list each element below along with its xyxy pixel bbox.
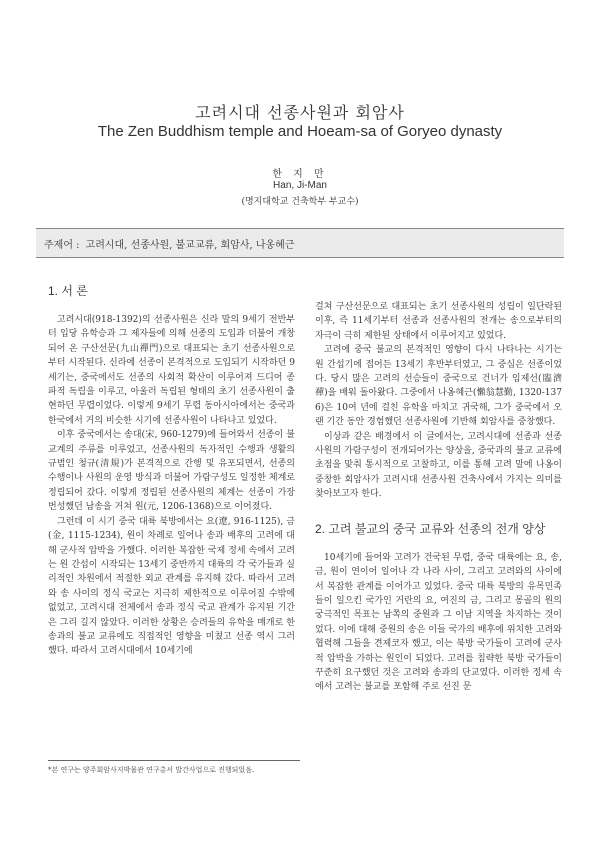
author-affiliation: (명지대학교 건축학부 부교수) (241, 197, 359, 207)
right-column (315, 300, 562, 695)
body-paragraph: 이후 중국에서는 송대(宋, 960-1279)에 들어와서 선종이 불교계의 주류를 이루었고, 선종사원의 독자적인 수행과 생활의 규범인 청규(清規)가 본격적으로 간행 및 유포되면서, 선종의 수행이나 사원의 운영 방식과 더불어 가람구성도 일정한 체계로 정립되어 갔다. 이렇게 정립된 선종사원의 체계는 선종이 가장 번성했던 남송을 거쳐 원(元, 1206-1368)으로 이어졌다. (48, 430, 295, 513)
body-paragraph: 10세기에 들어와 고려가 건국된 무렵, 중국 대륙에는 요, 송, 금, 원이 연이어 일어나 각 나라 사이, 그리고 고려와의 사이에서 복잡한 관계를 이어가고 있었다. 중국 대륙 북방의 유목민족들이 일으킨 국가인 거란의 요, 여진의 금, 그리고 몽골의 원의 궁극적인 목표는 남쪽의 중원과 그 이남 지역을 차지하는 것이었다. 이에 대해 중원의 송은 이들 국가의 배후에 위치한 고려와 협력해 그들을 견제코자 했고, 이는 북방 국가들이 고려에 군사적 압박을 가하는 원인이 되었다. 고려를 침략한 북방 국가들이 꾸준히 요구했던 것은 고려와 송과의 단교였다. 이러한 정세 속에서 고려는 불교를 포함해 주로 선진 문 (315, 552, 562, 693)
section-2-heading: 2. 고려 불교의 중국 교류와 선종의 전개 양상 (315, 521, 546, 536)
body-paragraph: 이상과 같은 배경에서 이 글에서는, 고려시대에 선종과 선종사원의 가람구성이 전개되어가는 양상을, 중국과의 불교 교류에 초점을 맞춰 통시적으로 고찰하고, 이를 통해 고려 말에 나옹이 중창한 회암사가 고려시대 선종사원 건축사에서 가지는 의미를 찾아보고자 한다. (315, 431, 562, 500)
author-name-english: Han, Ji-Man (273, 180, 327, 191)
body-paragraph: 걸쳐 구산선문으로 대표되는 초기 선종사원의 성립이 일단락된 이후, 즉 11세기부터 선종과 선종사원의 전개는 송으로부터의 자극이 극히 제한된 상태에서 이루어지고 있었다. (315, 302, 562, 341)
footnote: *본 연구는 양주회암사지박물관 연구총서 발간사업으로 진행되었음. (48, 760, 300, 775)
paper-title-english: The Zen Buddhism temple and Hoeam-sa of Goryeo dynasty (97, 123, 503, 140)
keywords-label: 주제어 : (44, 239, 80, 251)
paper-title-korean: 고려시대 선종사원과 회암사 (195, 103, 405, 122)
author-name-korean: 한 지 만 (272, 169, 328, 180)
section-1-heading: 1. 서 론 (48, 284, 88, 298)
keywords-box (36, 228, 564, 258)
keywords-list: 고려시대, 선종사원, 불교교류, 회암사, 나옹혜근 (85, 239, 295, 251)
body-paragraph: 고려에 중국 불교의 본격적인 영향이 다시 나타나는 시기는 원 간섭기에 접어든 13세기 후반부터였고, 그 중심은 선종이었다. 당시 많은 고려의 선승들이 중국으로 건너가 임제선(臨濟禪)을 배워 돌아왔다. 그중에서 나옹혜근(懶翁慧勤, 1320-1376)은 10여 년에 걸친 유학을 마치고 귀국해, 그가 중국에서 오랜 기간 동안 경험했던 선종사원에 기반해 회암사를 중창했다. (315, 345, 562, 428)
left-column (48, 282, 295, 659)
body-paragraph: 고려시대(918-1392)의 선종사원은 신라 말의 9세기 전반부터 입당 유학승과 그 제자들에 의해 선종의 도입과 더불어 개창되어 온 구산선문(九山禪門)으로 대표되는 초기 선종사원으로부터 시작된다. 신라에 선종이 본격적으로 도입되기 시작하던 9세기는, 중국에서도 선종의 사회적 확산이 이루어져 드디어 종파적 독립을 이루고, 아울러 독립된 형태의 초기 선종사원이 출현하던 무렵이었다. 이렇게 9세기 무렵 동아시아에서는 중국과 한국에서 거의 비슷한 시기에 선종사원이 나타나고 있었다. (48, 315, 295, 426)
body-paragraph: 그런데 이 시기 중국 대륙 북방에서는 요(遼, 916-1125), 금(金, 1115-1234), 원이 차례로 일어나 송과 배후의 고려에 대해 군사적 압박을 가했다. 이러한 복잡한 국제 정세 속에서 고려는 원 간섭이 시작되는 13세기 중반까지 대륙의 각 국가들과 실리적인 차원에서 적절한 외교 관계를 유지해 갔다. 따라서 고려와 송 사이의 정식 국교는 지극히 제한적으로 이루어질 수밖에 없었고, 고려시대 전체에서 송과 정식 국교 관계가 유지된 기간은 그리 길지 않았다. 이러한 상황은 승려들의 유학을 매개로 한 송과의 불교 교류에도 직접적인 영향을 미쳤고 선종 역시 그러했다. 따라서 고려시대에서 10세기에 (48, 516, 295, 657)
